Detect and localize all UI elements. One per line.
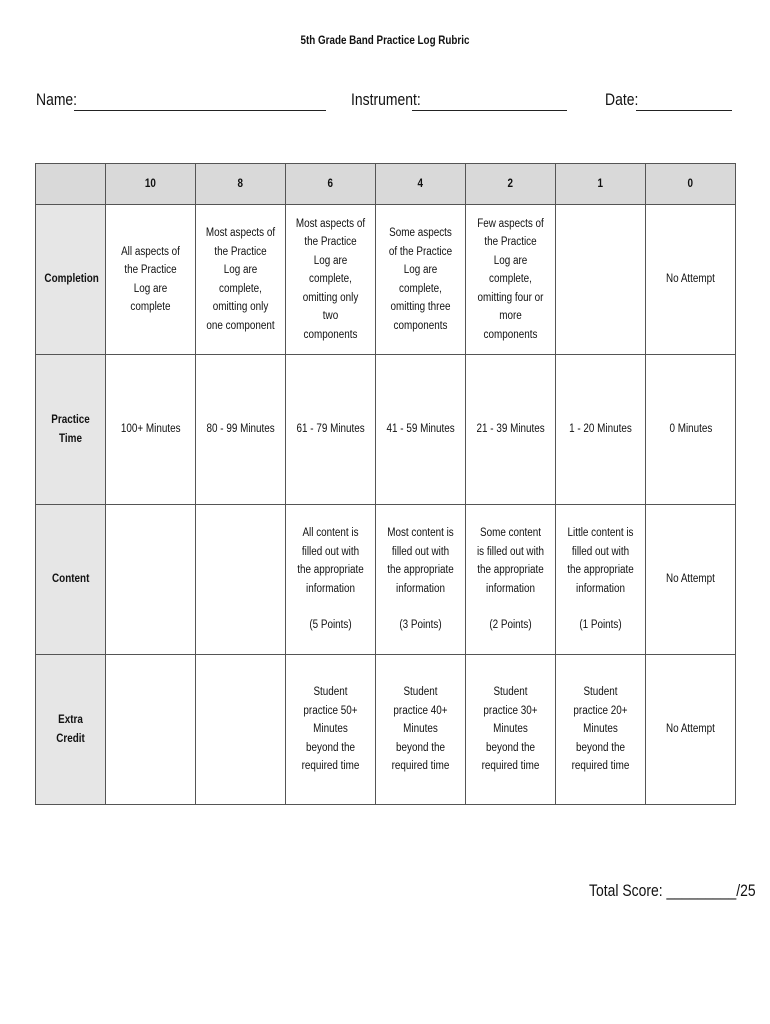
row-label-content: Content [36,505,106,655]
score-header: 4 [376,164,466,205]
student-info-line [36,90,736,116]
rubric-cell: 1 - 20 Minutes [556,355,646,505]
points-note: (3 Points) [399,619,442,632]
score-header: 1 [556,164,646,205]
instrument-blank [412,110,567,111]
name-blank [74,110,326,111]
rubric-table [35,163,736,805]
corner-cell [36,164,106,205]
criteria-text: Most content is filled out with the appropriate information [387,527,454,595]
table-row [36,655,736,805]
rubric-cell: Few aspects of the Practice Log are complete, omitting four or more components [466,205,556,355]
criteria-text: Little content is filled out with the appropriate information [567,527,634,595]
table-row [36,505,736,655]
table-row [36,205,736,355]
rubric-cell: 61 - 79 Minutes [286,355,376,505]
rubric-cell [466,505,556,655]
total-score: Total Score: _________/25 [589,881,756,900]
date-blank [636,110,732,111]
rubric-cell: Some aspects of the Practice Log are complete, omitting three components [376,205,466,355]
row-label-practice-time: Practice Time [36,355,106,505]
score-header: 8 [196,164,286,205]
rubric-cell: 80 - 99 Minutes [196,355,286,505]
rubric-cell: Most aspects of the Practice Log are complete, omitting only two components [286,205,376,355]
rubric-cell: No Attempt [646,655,736,805]
rubric-cell: 21 - 39 Minutes [466,355,556,505]
rubric-cell [196,655,286,805]
row-label-completion: Completion [36,205,106,355]
rubric-cell: Student practice 40+ Minutes beyond the required time [376,655,466,805]
rubric-cell [556,205,646,355]
score-header: 10 [106,164,196,205]
rubric-cell: 41 - 59 Minutes [376,355,466,505]
points-note: (2 Points) [489,619,532,632]
points-note: (5 Points) [309,619,352,632]
rubric-cell [196,505,286,655]
rubric-cell [106,655,196,805]
rubric-cell [106,505,196,655]
table-row [36,355,736,505]
rubric-cell: No Attempt [646,205,736,355]
score-header-row [36,164,736,205]
rubric-cell: All aspects of the Practice Log are complete [106,205,196,355]
criteria-text: All content is filled out with the appropriate information [297,527,364,595]
rubric-cell: 100+ Minutes [106,355,196,505]
score-header: 0 [646,164,736,205]
instrument-label: Instrument: [351,90,421,109]
rubric-cell: Student practice 50+ Minutes beyond the required time [286,655,376,805]
score-header: 2 [466,164,556,205]
rubric-cell: Most aspects of the Practice Log are complete, omitting only one component [196,205,286,355]
rubric-cell: Student practice 30+ Minutes beyond the required time [466,655,556,805]
rubric-cell [376,505,466,655]
name-label: Name: [36,90,78,109]
rubric-cell: No Attempt [646,505,736,655]
document-title: 5th Grade Band Practice Log Rubric [300,33,470,47]
rubric-cell [556,505,646,655]
score-header: 6 [286,164,376,205]
rubric-cell: Student practice 20+ Minutes beyond the required time [556,655,646,805]
row-label-extra-credit: Extra Credit [36,655,106,805]
rubric-cell [286,505,376,655]
criteria-text: Some content is filled out with the appropriate information [476,527,545,595]
rubric-cell: 0 Minutes [646,355,736,505]
points-note: (1 Points) [579,619,622,632]
date-label: Date: [605,90,639,109]
